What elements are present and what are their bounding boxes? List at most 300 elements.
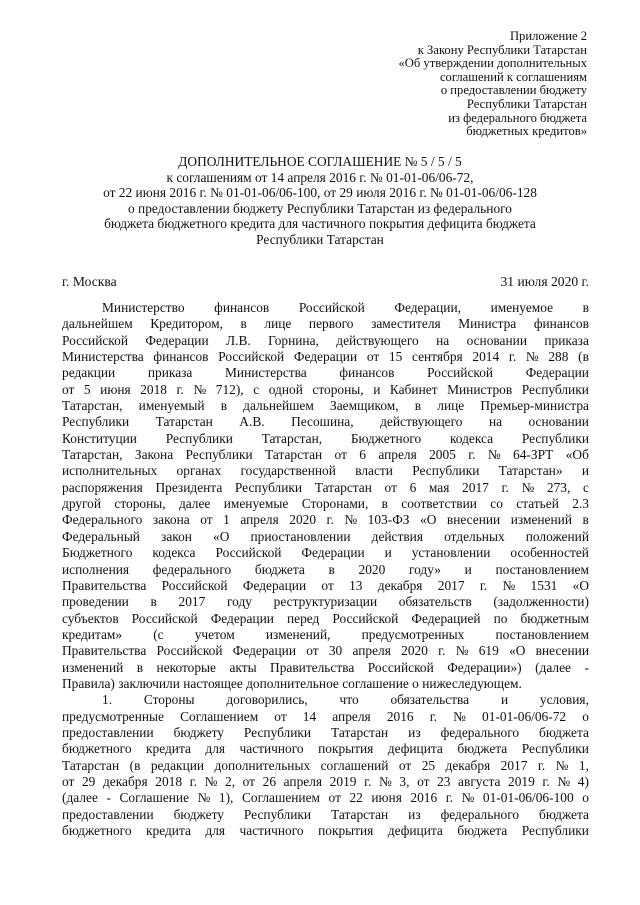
title-heading: ДОПОЛНИТЕЛЬНОЕ СОГЛАШЕНИЕ № 5 / 5 / 5 (178, 154, 462, 169)
body-word: Федерации (525, 365, 589, 381)
body-word: Л.В. (226, 332, 251, 348)
body-word: Заемщиком, (330, 398, 399, 414)
body-word: в (414, 398, 422, 414)
body-word: № (502, 577, 516, 593)
body-word: из (408, 724, 421, 740)
body-word: обязательства (390, 692, 470, 708)
body-word: г. (468, 447, 476, 463)
body-word: в (136, 659, 144, 675)
body-word: стороны, (312, 381, 364, 397)
body-word: Соглашением (180, 708, 259, 724)
body-word: Российской (131, 610, 198, 626)
body-word: предоставлении (62, 724, 154, 740)
body-word: от (398, 757, 412, 773)
body-word: и (500, 692, 509, 708)
body-word: изменений (510, 512, 572, 528)
body-word: г. (189, 773, 197, 789)
body-word: изменений, (265, 626, 331, 642)
body-word: Республики (412, 463, 480, 479)
body-word: г. (501, 479, 509, 495)
body-word: Российской (298, 300, 365, 315)
body-word: дальнейшем (243, 398, 314, 414)
annex-line: соглашений к соглашениям (439, 69, 587, 84)
body-word: и (384, 545, 392, 561)
body-word: с (582, 479, 589, 495)
body-word: 2018 (155, 773, 183, 789)
body-word: Российской (427, 365, 494, 381)
body-word: Федерации») (447, 659, 522, 675)
body-word: исполнения (62, 561, 130, 577)
body-word: Конституции (62, 430, 137, 446)
body-word: на (488, 414, 503, 430)
body-word: Татарстан, (62, 398, 123, 414)
body-word: другой (62, 496, 102, 512)
body-line (62, 562, 589, 578)
body-line (62, 807, 589, 823)
body-word: приказа (147, 365, 193, 381)
body-word: федерального (440, 806, 520, 822)
body-line (62, 480, 589, 496)
body-word: 29 (81, 773, 96, 789)
body-word: 2020 (289, 512, 317, 528)
body-word: от (334, 447, 347, 463)
body-word: приостановлении (250, 528, 351, 544)
body-line (62, 545, 589, 561)
body-word: декабря (102, 773, 148, 789)
body-word: 2017 (437, 577, 465, 593)
body-word: г. (542, 773, 550, 789)
annex-header (347, 30, 587, 139)
body-line (62, 512, 589, 528)
body-word: 6 (359, 447, 366, 463)
body-word: акты (229, 659, 257, 675)
agreement-body (62, 300, 589, 839)
body-word: предусмотренных (361, 626, 465, 642)
body-word: Сторонами, (301, 496, 369, 512)
body-word: финансов (339, 365, 395, 381)
body-word: 2017 (462, 479, 489, 495)
body-word: Правительства (62, 577, 147, 593)
body-word: Министерства (62, 349, 144, 365)
body-word: Федерации (293, 349, 358, 365)
body-word: (в (129, 757, 141, 773)
title-line: бюджета бюджетного кредита для частичного покрытия дефицита бюджета (104, 216, 536, 232)
body-word: от (321, 577, 334, 593)
body-line: Правила) заключили настоящее дополнительное соглашение о нижеследующем. (62, 675, 522, 691)
body-word: что (339, 692, 359, 708)
body-word: Песошина, (291, 414, 354, 430)
body-word: Горнина, (268, 332, 319, 348)
body-word: бюджета (539, 724, 589, 740)
body-word: Федерации (301, 545, 365, 561)
body-word: на (436, 332, 450, 348)
body-word: частичного (239, 823, 304, 838)
body-word: лице (437, 398, 465, 414)
body-word: стороны, (114, 496, 166, 512)
body-word: августа (458, 773, 501, 789)
body-word: федерального (440, 724, 520, 740)
body-word: 14 (302, 708, 317, 724)
body-word: бюджетным (520, 610, 589, 626)
body-word: установлении (411, 545, 491, 561)
body-word: постановлением (495, 626, 589, 642)
annex-line: Республики Татарстан (466, 96, 587, 111)
title-line: от 22 июня 2016 г. № 01-01-06/06-100, от 29 июля 2016 г. № 01-01-06/06-128 (103, 185, 537, 201)
body-word: 2018 (140, 381, 167, 397)
body-word: финансов (153, 349, 209, 365)
body-word: от (274, 708, 287, 724)
body-word: исполнительных (62, 463, 158, 479)
body-word: Правительства (270, 659, 355, 675)
body-word: Республики (521, 430, 589, 446)
body-word: предоставлении (62, 806, 154, 822)
body-word: бюджетного (62, 823, 132, 838)
body-word: действующего (336, 332, 419, 348)
body-line (62, 741, 589, 757)
body-word: именуемое (490, 300, 554, 315)
body-word: мая (428, 479, 450, 495)
body-word: Республики (165, 430, 233, 446)
body-word: июня (100, 381, 131, 397)
body-word: именуемые (223, 496, 289, 512)
body-word: от (62, 773, 75, 789)
body-word: бюджета (457, 823, 508, 838)
body-word: 1, (578, 757, 589, 773)
body-word: г. (176, 381, 184, 397)
body-word: 2016 (386, 708, 414, 724)
body-word: Соглашением (241, 790, 321, 806)
body-word: от (242, 773, 256, 789)
body-word: № (461, 790, 475, 806)
body-word: кредитам» (62, 626, 123, 642)
body-line (62, 790, 589, 806)
body-word: (далее (535, 659, 571, 675)
body-line (62, 316, 589, 332)
body-word: и (581, 463, 589, 479)
body-word: реструктуризации (273, 594, 378, 610)
body-word: распоряжения (62, 479, 143, 495)
body-word: закон (161, 528, 192, 544)
body-word: Бюджетного (350, 430, 422, 446)
body-word: (в (578, 349, 589, 365)
annex-line: о предоставлении бюджету (440, 83, 587, 98)
body-word: бюджета (539, 806, 589, 822)
body-word: Татарстан (331, 806, 389, 822)
body-line (62, 349, 589, 365)
body-word: июня (371, 790, 402, 806)
body-word: 712), (215, 381, 244, 397)
body-word: договорились, (226, 692, 308, 708)
body-word: Татарстан, (261, 430, 323, 446)
body-line (62, 333, 589, 349)
body-word: именуемый (138, 398, 205, 414)
body-word: от (384, 479, 397, 495)
body-word: внесении (535, 643, 589, 659)
body-line (62, 365, 589, 381)
body-word: апреля (283, 773, 323, 789)
body-word: покрытия (318, 741, 374, 757)
body-word: положений (525, 528, 589, 544)
body-word: 22 (349, 790, 363, 806)
body-line (62, 594, 589, 610)
body-word: Российской (161, 577, 228, 593)
body-word: 01-01-06/06-100 (482, 790, 574, 806)
body-word: сентября (411, 349, 463, 365)
title-line: к соглашениям от 14 апреля 2016 г. № 01-01-06/06-72, (166, 169, 474, 185)
body-word: Федерацией (411, 610, 481, 626)
body-word: финансов (214, 300, 270, 315)
body-word: 619 (478, 643, 499, 659)
body-word: в (582, 512, 589, 528)
body-word: декабря (445, 757, 491, 773)
body-word: от (62, 381, 75, 397)
body-line (62, 758, 589, 774)
body-word: бюджету (173, 724, 224, 740)
body-word: соответствии (401, 496, 477, 512)
body-word: 25 (421, 757, 436, 773)
body-word: - (106, 790, 111, 806)
body-word: государственной (240, 463, 336, 479)
body-word: бюджета (254, 561, 305, 577)
body-word: Федерации (232, 643, 296, 659)
body-word: и (373, 381, 381, 397)
body-word: от (306, 643, 319, 659)
body-line (62, 300, 589, 316)
body-word: кодекса (449, 430, 494, 446)
body-word: № (487, 447, 501, 463)
body-word: 1), (218, 790, 234, 806)
body-word: № (453, 708, 466, 724)
body-line (62, 725, 589, 741)
body-word: г. (429, 708, 438, 724)
body-line (62, 692, 589, 708)
body-word: по (493, 610, 508, 626)
annex-line: «Об утверждении дополнительных (398, 56, 587, 71)
body-word: Министерство (102, 300, 185, 315)
body-word: Российской (218, 349, 285, 365)
body-word: № (204, 773, 218, 789)
body-word: № (521, 479, 535, 495)
body-word: основании (466, 332, 527, 348)
body-word: проведении (62, 594, 129, 610)
date: 31 июля 2020 г. (500, 274, 589, 289)
body-word: органах (176, 463, 222, 479)
body-word: условия, (539, 692, 589, 708)
body-word: Бюджетного (62, 545, 133, 561)
annex-line: бюджетных кредитов» (466, 124, 587, 139)
body-word: А.В. (239, 414, 265, 430)
body-word: Республики (62, 414, 130, 430)
body-word: г. (537, 757, 546, 773)
body-word: № (379, 773, 392, 789)
body-word: - (584, 659, 589, 675)
body-word: 2020 (358, 561, 386, 577)
body-word: Федерации (242, 577, 307, 593)
body-word: со (490, 496, 503, 512)
body-word: 2.3 (572, 496, 589, 512)
body-word: «О (213, 528, 230, 544)
body-word: Кабинет (389, 381, 438, 397)
body-word: Федерации (145, 332, 209, 348)
body-word: № (525, 349, 539, 365)
body-word: декабря (377, 577, 423, 593)
body-word: лице (264, 316, 292, 332)
body-word: Федерации (210, 610, 274, 626)
body-word: Татарстан» (498, 463, 563, 479)
body-word: 30 (328, 643, 343, 659)
body-word: Российской (62, 332, 128, 348)
body-word: от (200, 512, 213, 528)
body-word: г. (326, 512, 334, 528)
body-word: от (328, 790, 341, 806)
body-word: 1 (223, 512, 230, 528)
body-word: 1531 (530, 577, 558, 593)
annex-line: из федерального бюджета (448, 110, 587, 125)
body-line (62, 414, 589, 430)
body-word: 2017 (500, 757, 528, 773)
body-line (62, 382, 589, 398)
body-word: году» (408, 561, 441, 577)
body-word: отдельных (444, 528, 505, 544)
body-word: Министра (458, 316, 517, 332)
body-word: (с (153, 626, 164, 642)
body-word: Республики (521, 823, 589, 838)
body-word: Республики (185, 447, 253, 463)
body-word: от (417, 773, 430, 789)
body-line (62, 643, 589, 659)
body-word: 26 (262, 773, 277, 789)
body-word: г. (508, 349, 517, 365)
body-word: Федерации, (394, 300, 461, 315)
body-word: закона (152, 512, 190, 528)
body-word: апреля (332, 708, 371, 724)
body-word: 4) (577, 773, 589, 789)
annex-line: к Закону Республики Татарстан (417, 42, 587, 57)
body-line (62, 529, 589, 545)
body-word: 2019 (508, 773, 535, 789)
body-word: действия (371, 528, 423, 544)
body-word: 2014 (472, 349, 500, 365)
body-word: Президента (155, 479, 223, 495)
body-word: 13 (349, 577, 363, 593)
body-word: власти (355, 463, 393, 479)
body-word: № (455, 643, 469, 659)
body-word: перед (286, 610, 320, 626)
body-word: Татарстан (265, 447, 323, 463)
body-word: редакции (150, 757, 205, 773)
body-word: Татарстан (314, 479, 372, 495)
body-word: Министерства (225, 365, 307, 381)
body-word: 1. (102, 692, 113, 708)
body-word: бюджету (173, 806, 224, 822)
body-word: особенностей (510, 545, 589, 561)
body-word: редакции (62, 365, 116, 381)
body-word: 5 (83, 381, 91, 397)
body-word: 273, (546, 479, 571, 495)
body-line (62, 660, 589, 676)
body-line (62, 611, 589, 627)
body-word: № (557, 773, 571, 789)
body-word: «О (572, 577, 589, 593)
body-word: приказа (544, 332, 589, 348)
body-word: 288 (548, 349, 569, 365)
body-word: в (240, 316, 247, 332)
body-word: Республики (234, 479, 303, 495)
body-word: № (344, 512, 358, 528)
body-word: с (253, 381, 260, 397)
body-word: 2005 (429, 447, 456, 463)
body-line (62, 578, 589, 594)
body-word: в (328, 561, 335, 577)
annex-line: Приложение 2 (509, 29, 587, 43)
body-word: Федеральный (62, 528, 140, 544)
body-word: Татарстан (331, 724, 389, 740)
body-word: о (582, 708, 589, 724)
body-word: некоторые (156, 659, 216, 675)
body-word: в (220, 398, 228, 414)
body-word: в (150, 594, 157, 610)
body-word: дефицита (387, 823, 443, 838)
body-word: бюджета (457, 741, 508, 757)
body-line (62, 398, 589, 414)
body-word: «О (420, 512, 437, 528)
body-word: основании (528, 414, 589, 430)
body-line (62, 496, 589, 512)
body-word: учетом (194, 626, 235, 642)
body-word: (задолженности) (493, 594, 589, 610)
body-word: для (205, 741, 226, 757)
body-word: 64-ЗРТ (513, 447, 554, 463)
body-word: заместителя (371, 316, 441, 332)
body-line (62, 431, 589, 447)
body-word: Премьер-министра (480, 398, 589, 414)
body-line (62, 774, 589, 790)
body-word: финансов (533, 316, 589, 332)
body-word: Татарстан (62, 757, 120, 773)
body-word: № (197, 790, 211, 806)
body-word: Министров (447, 381, 513, 397)
body-word: кредита (146, 823, 191, 838)
body-word: 2020 (401, 643, 428, 659)
body-word: г. (479, 577, 488, 593)
body-word: «Об (565, 447, 589, 463)
body-word: «О (509, 643, 526, 659)
body-word: Российской (156, 643, 223, 659)
body-word: кредита (146, 741, 191, 757)
body-word: для (205, 823, 226, 838)
body-word: покрытия (318, 823, 374, 838)
body-word: изменений (62, 659, 124, 675)
body-word: году (227, 594, 252, 610)
body-word: действующего (380, 414, 463, 430)
body-word: кодекса (152, 545, 196, 561)
body-word: Российской (215, 545, 282, 561)
body-word: в (582, 300, 589, 315)
body-word: г. (445, 790, 454, 806)
body-word: Татарстан, (62, 447, 123, 463)
body-word: из (408, 806, 421, 822)
body-word: дальнейшем (62, 316, 133, 332)
body-word: № (555, 757, 569, 773)
body-word: 23 (437, 773, 451, 789)
body-word: г. (364, 773, 372, 789)
body-word: дополнительных (214, 757, 311, 773)
body-word: 2017 (178, 594, 206, 610)
body-word: 2019 (329, 773, 357, 789)
body-line (62, 823, 589, 839)
document-title (40, 154, 600, 248)
body-word: частичного (239, 741, 304, 757)
